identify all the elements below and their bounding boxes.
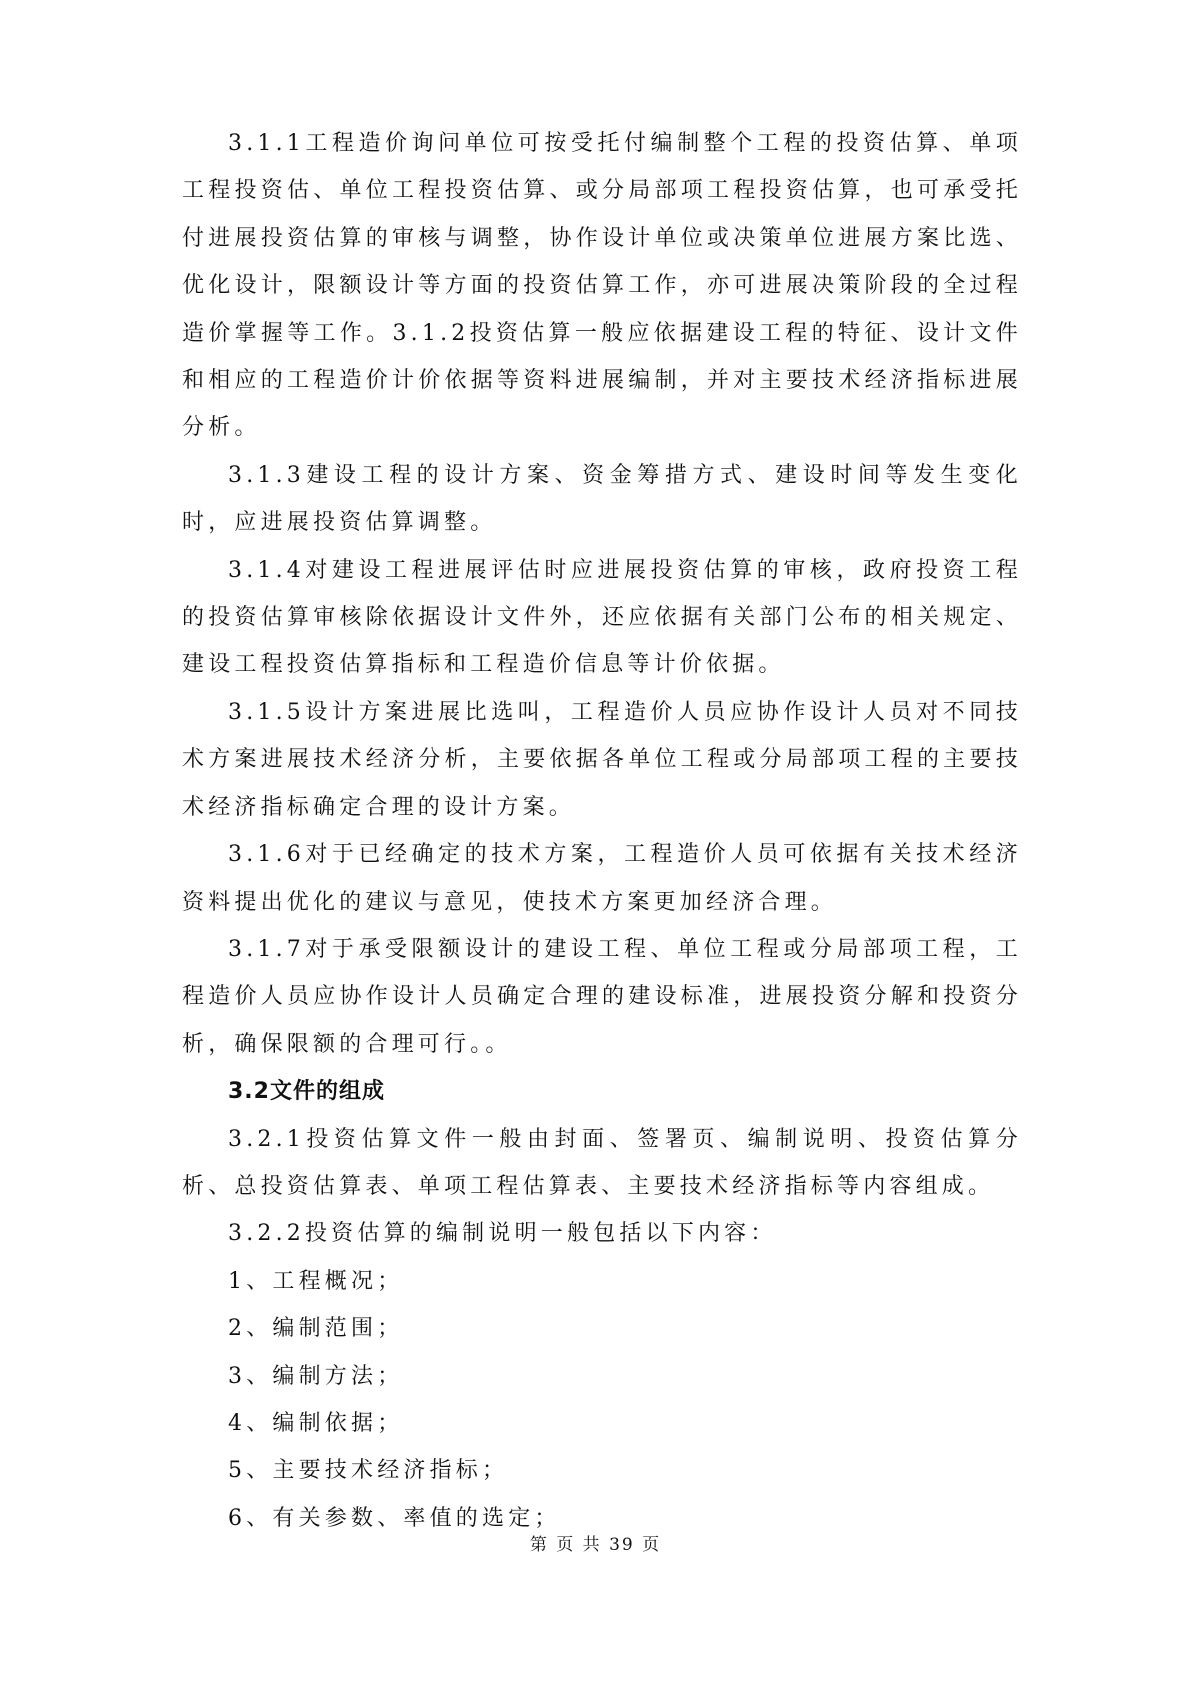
- list-item: 5、主要技术经济指标；: [228, 1458, 509, 1484]
- list-item: 2、编制范围；: [228, 1316, 404, 1342]
- section-heading: 3.2文件的组成: [228, 1079, 385, 1105]
- paragraph-3-1-3: 3.1.3建设工程的设计方案、资金筹措方式、建设时间等发生变化时，应进展投资估算调整。: [182, 462, 1022, 536]
- list-item: 1、工程概况；: [228, 1268, 404, 1294]
- paragraph-3-2-1: 3.2.1投资估算文件一般由封面、签署页、编制说明、投资估算分析、总投资估算表、单项工程估算表、主要技术经济指标等内容组成。: [182, 1126, 1022, 1199]
- document-body: [182, 120, 1022, 1542]
- paragraph-3-1-4: 3.1.4对建设工程进展评估时应进展投资估算的审核，政府投资工程的投资估算审核除依据设计文件外，还应依据有关部门公布的相关规定、建设工程投资估算指标和工程造价信息等计价依据。: [182, 557, 1022, 678]
- list-item: 4、编制依据；: [228, 1410, 404, 1436]
- list-item: 3、编制方法；: [228, 1363, 404, 1389]
- paragraph-3-2-2: 3.2.2投资估算的编制说明一般包括以下内容：: [228, 1221, 777, 1247]
- paragraph-3-1-5: 3.1.5设计方案进展比选叫，工程造价人员应协作设计人员对不同技术方案进展技术经济分析，主要依据各单位工程或分局部项工程的主要技术经济指标确定合理的设计方案。: [182, 699, 1022, 820]
- paragraph-3-1-1: 3.1.1工程造价询问单位可按受托付编制整个工程的投资估算、单项工程投资估、单位工程投资估算、或分局部项工程投资估算，也可承受托付进展投资估算的审核与调整，协作设计单位或决策单位进展方案比选、优化设计，限额设计等方面的投资估算工作，亦可进展决策阶段的全过程造价掌握等工作。3.1.2投资估算一般应依据建设工程的特征、设计文件和相应的工程造价计价依据等资料进展编制，并对主要技术经济指标进展分析。: [182, 131, 1022, 441]
- paragraph-3-1-6: 3.1.6对于已经确定的技术方案，工程造价人员可依据有关技术经济资料提出优化的建议与意见，使技术方案更加经济合理。: [182, 842, 1022, 915]
- list-item: 6、有关参数、率值的选定；: [228, 1505, 561, 1531]
- page-footer: 第 页 共 39 页: [529, 1535, 662, 1555]
- paragraph-3-1-7: 3.1.7对于承受限额设计的建设工程、单位工程或分局部项工程，工程造价人员应协作设计人员确定合理的建设标准，进展投资分解和投资分析，确保限额的合理可行。。: [182, 936, 1022, 1057]
